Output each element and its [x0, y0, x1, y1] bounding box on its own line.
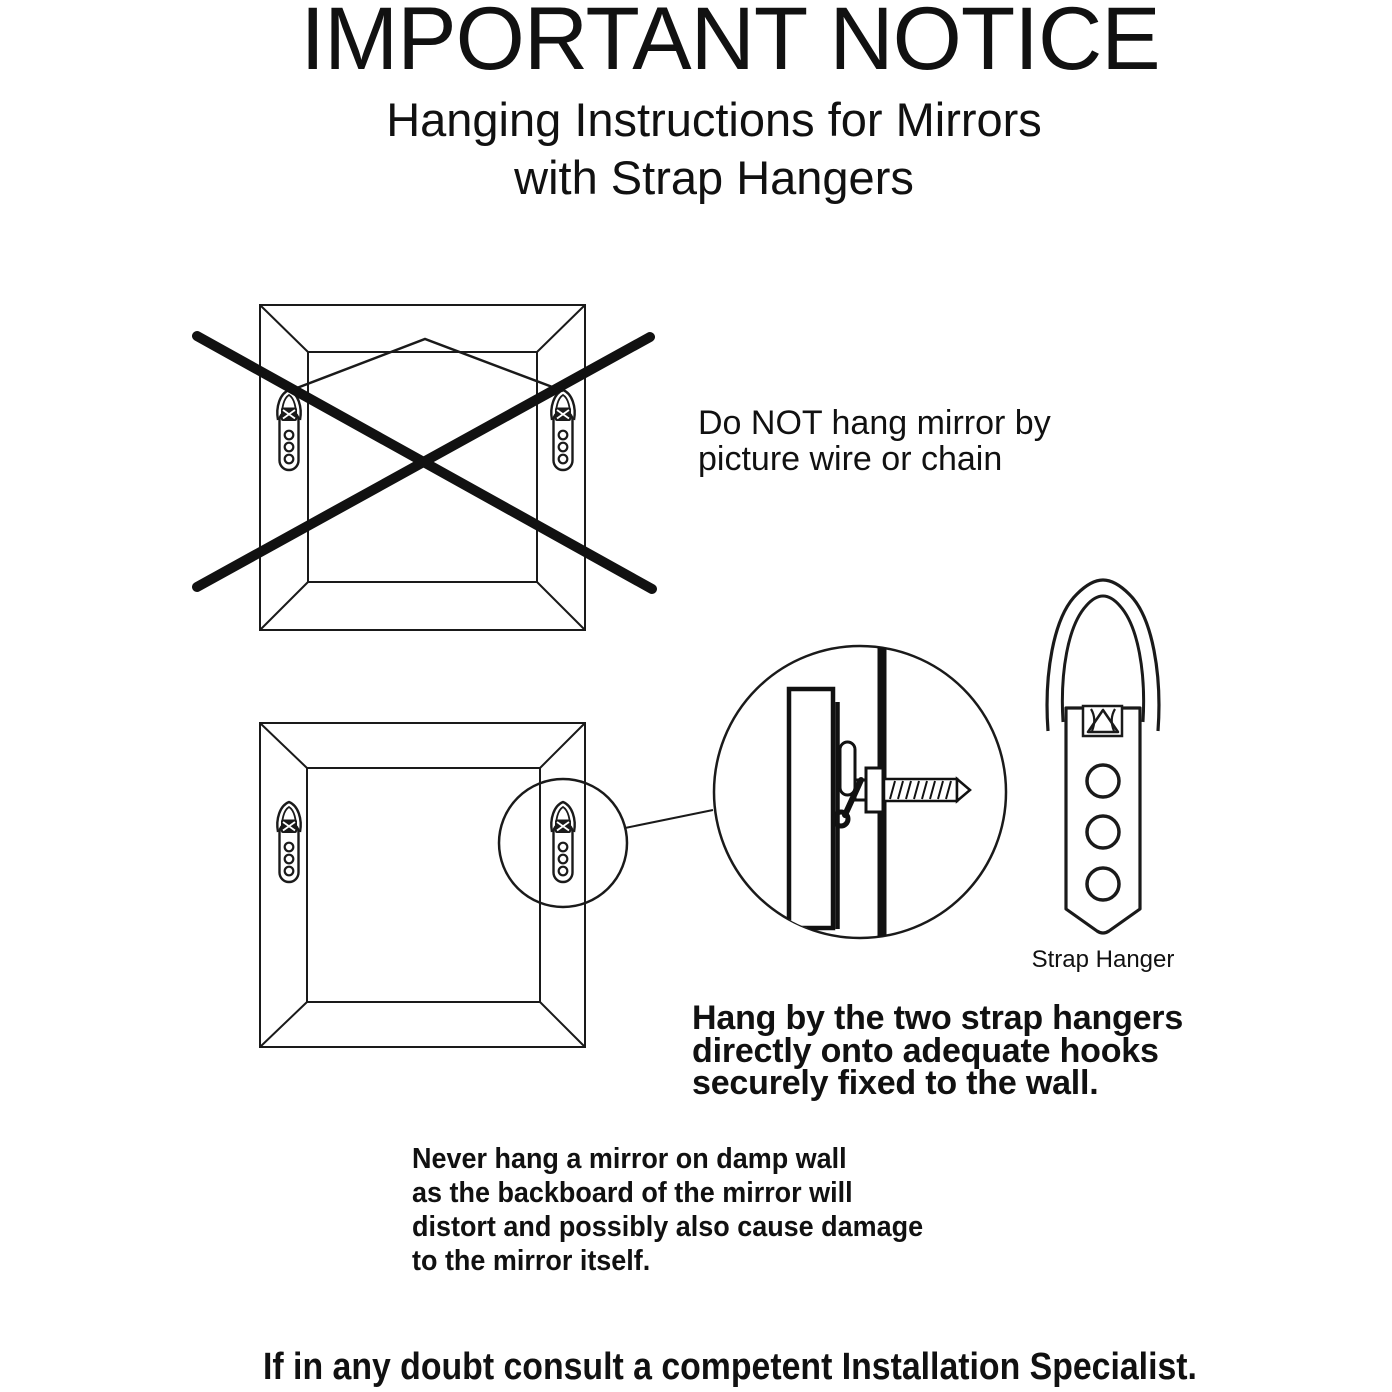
picture-wire	[289, 339, 563, 391]
no-wire-warning-text: Do NOT hang mirror by picture wire or chain	[698, 404, 1051, 478]
hang-by-straps-text: Hang by the two strap hangers directly onto adequate hooks securely fixed to the wall.	[692, 999, 1184, 1102]
subtitle-line-1: Hanging Instructions for Mirrors	[386, 93, 1042, 146]
crossed-out-mirror-back-icon	[197, 305, 652, 630]
damp-wall-warning-text: Never hang a mirror on damp wall as the backboard of the mirror will distort and possibly also cause damage to the mirror itself.	[412, 1143, 924, 1277]
callout-line	[625, 810, 713, 828]
mirror-back-with-strap-hangers-icon	[260, 723, 713, 1047]
page-title: IMPORTANT NOTICE	[300, 0, 1160, 88]
subtitle-line-2: with Strap Hangers	[514, 151, 914, 204]
wall-hook-cross-section-icon	[714, 644, 1006, 940]
strap-hanger-label: Strap Hanger	[1031, 946, 1175, 973]
strap-hanger-icon	[1047, 580, 1159, 933]
no-cross-icon	[197, 336, 652, 589]
page-subtitle	[386, 91, 1042, 207]
footer-advice-text: If in any doubt consult a competent Installation Specialist.	[263, 1346, 1197, 1388]
